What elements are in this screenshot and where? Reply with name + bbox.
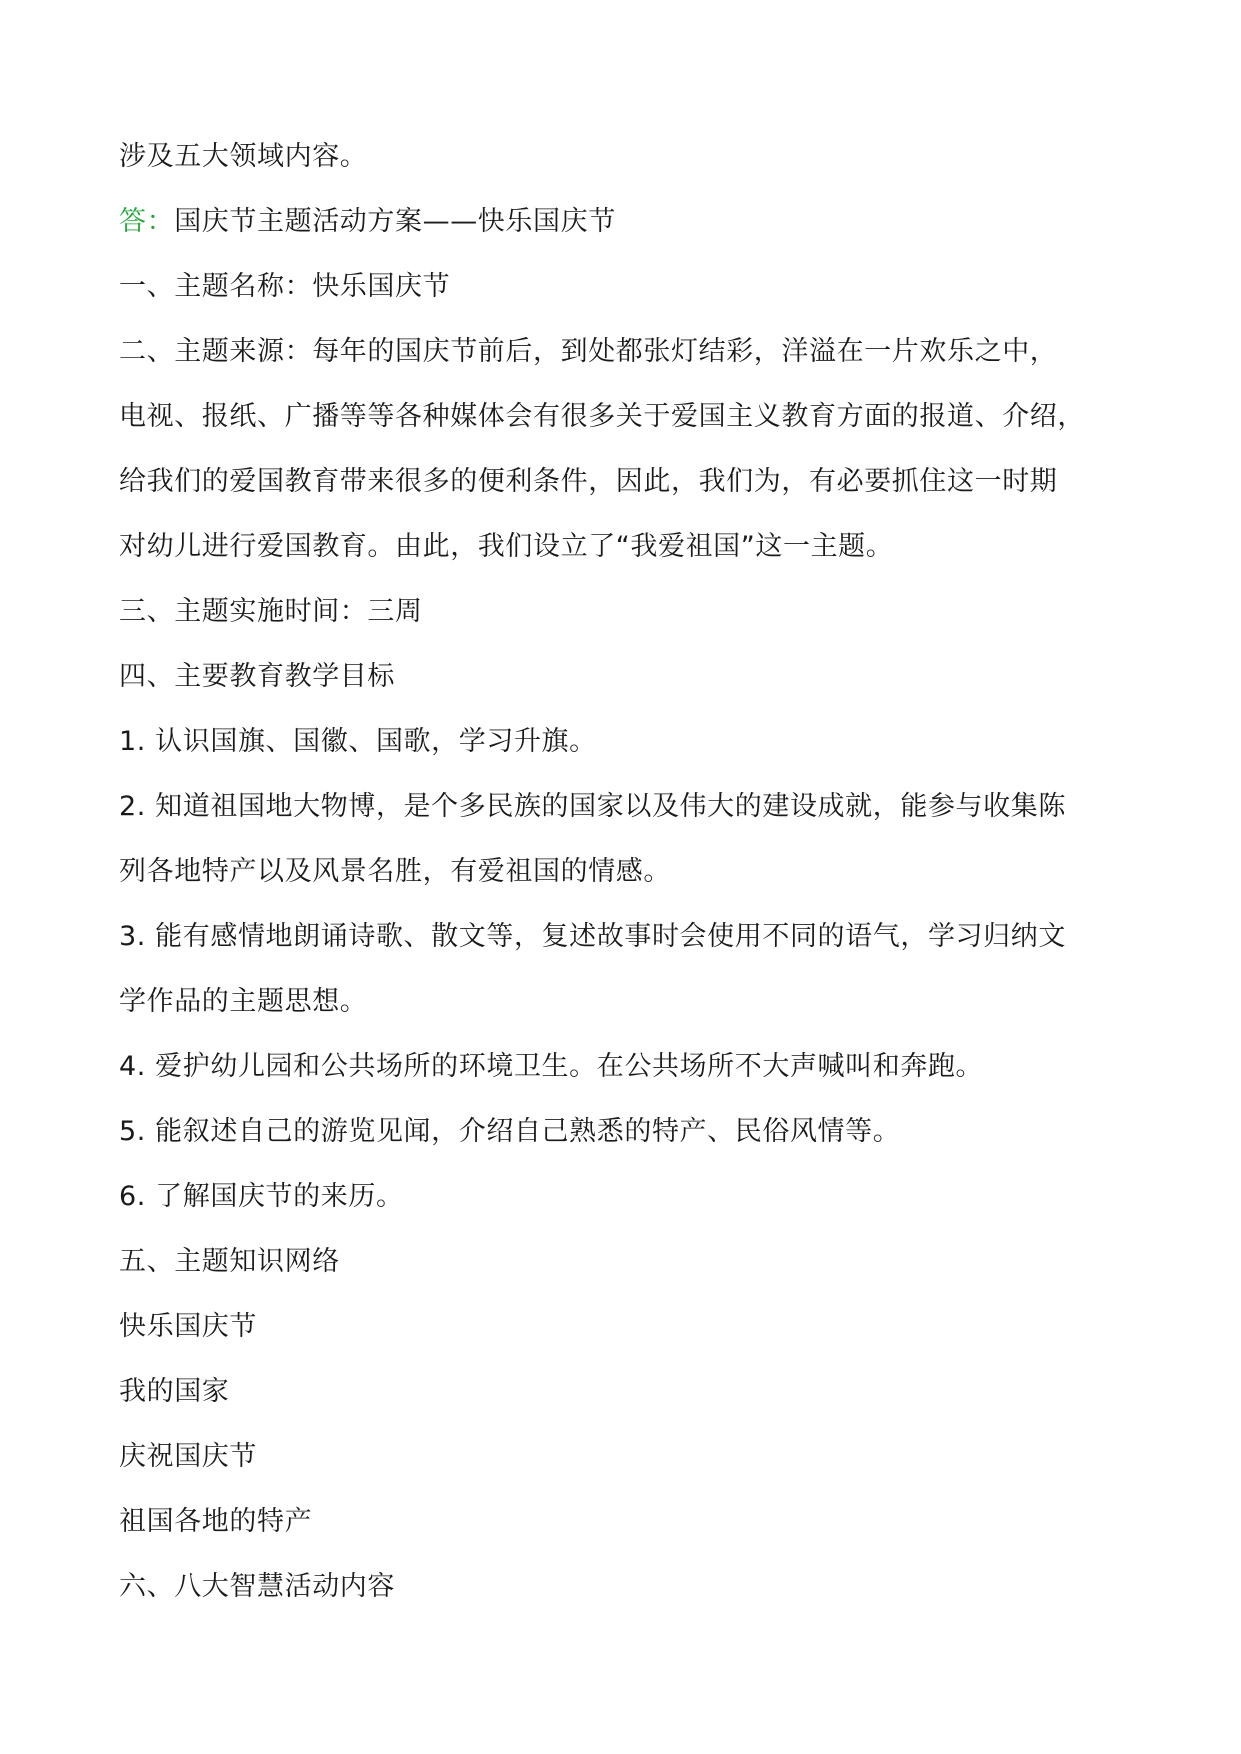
- goal-1: 1. 认识国旗、国徽、国歌，学习升旗。: [119, 726, 597, 757]
- network-item-2: 我的国家: [119, 1376, 230, 1407]
- goal-2-line-2: 列各地特产以及风景名胜，有爱祖国的情感。: [119, 856, 671, 887]
- section-2-line-1: 二、主题来源：每年的国庆节前后，到处都张灯结彩，洋溢在一片欢乐之中，: [119, 336, 1058, 367]
- goal-2-line-1: 2. 知道祖国地大物博，是个多民族的国家以及伟大的建设成就，能参与收集陈: [119, 791, 1066, 822]
- answer-prefix: 答：: [119, 206, 175, 237]
- section-1-theme-name: 一、主题名称：快乐国庆节: [119, 271, 451, 302]
- answer-line: [119, 189, 1129, 254]
- section-6-heading: 六、八大智慧活动内容: [119, 1571, 395, 1602]
- goal-3-line-2: 学作品的主题思想。: [119, 986, 368, 1017]
- goal-3-line-1: 3. 能有感情地朗诵诗歌、散文等，复述故事时会使用不同的语气，学习归纳文: [119, 921, 1066, 952]
- document-body: [119, 124, 1129, 1619]
- section-2-line-3: 给我们的爱国教育带来很多的便利条件，因此，我们为，有必要抓住这一时期: [119, 466, 1058, 497]
- network-item-4: 祖国各地的特产: [119, 1506, 313, 1537]
- goal-5: 5. 能叙述自己的游览见闻，介绍自己熟悉的特产、民俗风情等。: [119, 1116, 901, 1147]
- section-2-line-2: 电视、报纸、广播等等各种媒体会有很多关于爱国主义教育方面的报道、介绍，: [119, 401, 1085, 432]
- network-item-1: 快乐国庆节: [119, 1311, 257, 1342]
- section-2-line-4: 对幼儿进行爱国教育。由此，我们设立了“我爱祖国”这一主题。: [119, 531, 894, 562]
- answer-title: 国庆节主题活动方案——快乐国庆节: [174, 206, 616, 237]
- section-5-heading: 五、主题知识网络: [119, 1246, 340, 1277]
- intro-line: 涉及五大领域内容。: [119, 141, 368, 172]
- goal-4: 4. 爱护幼儿园和公共场所的环境卫生。在公共场所不大声喊叫和奔跑。: [119, 1051, 984, 1082]
- network-item-3: 庆祝国庆节: [119, 1441, 257, 1472]
- section-4-heading: 四、主要教育教学目标: [119, 661, 395, 692]
- section-3-duration: 三、主题实施时间：三周: [119, 596, 423, 627]
- goal-6: 6. 了解国庆节的来历。: [119, 1181, 404, 1212]
